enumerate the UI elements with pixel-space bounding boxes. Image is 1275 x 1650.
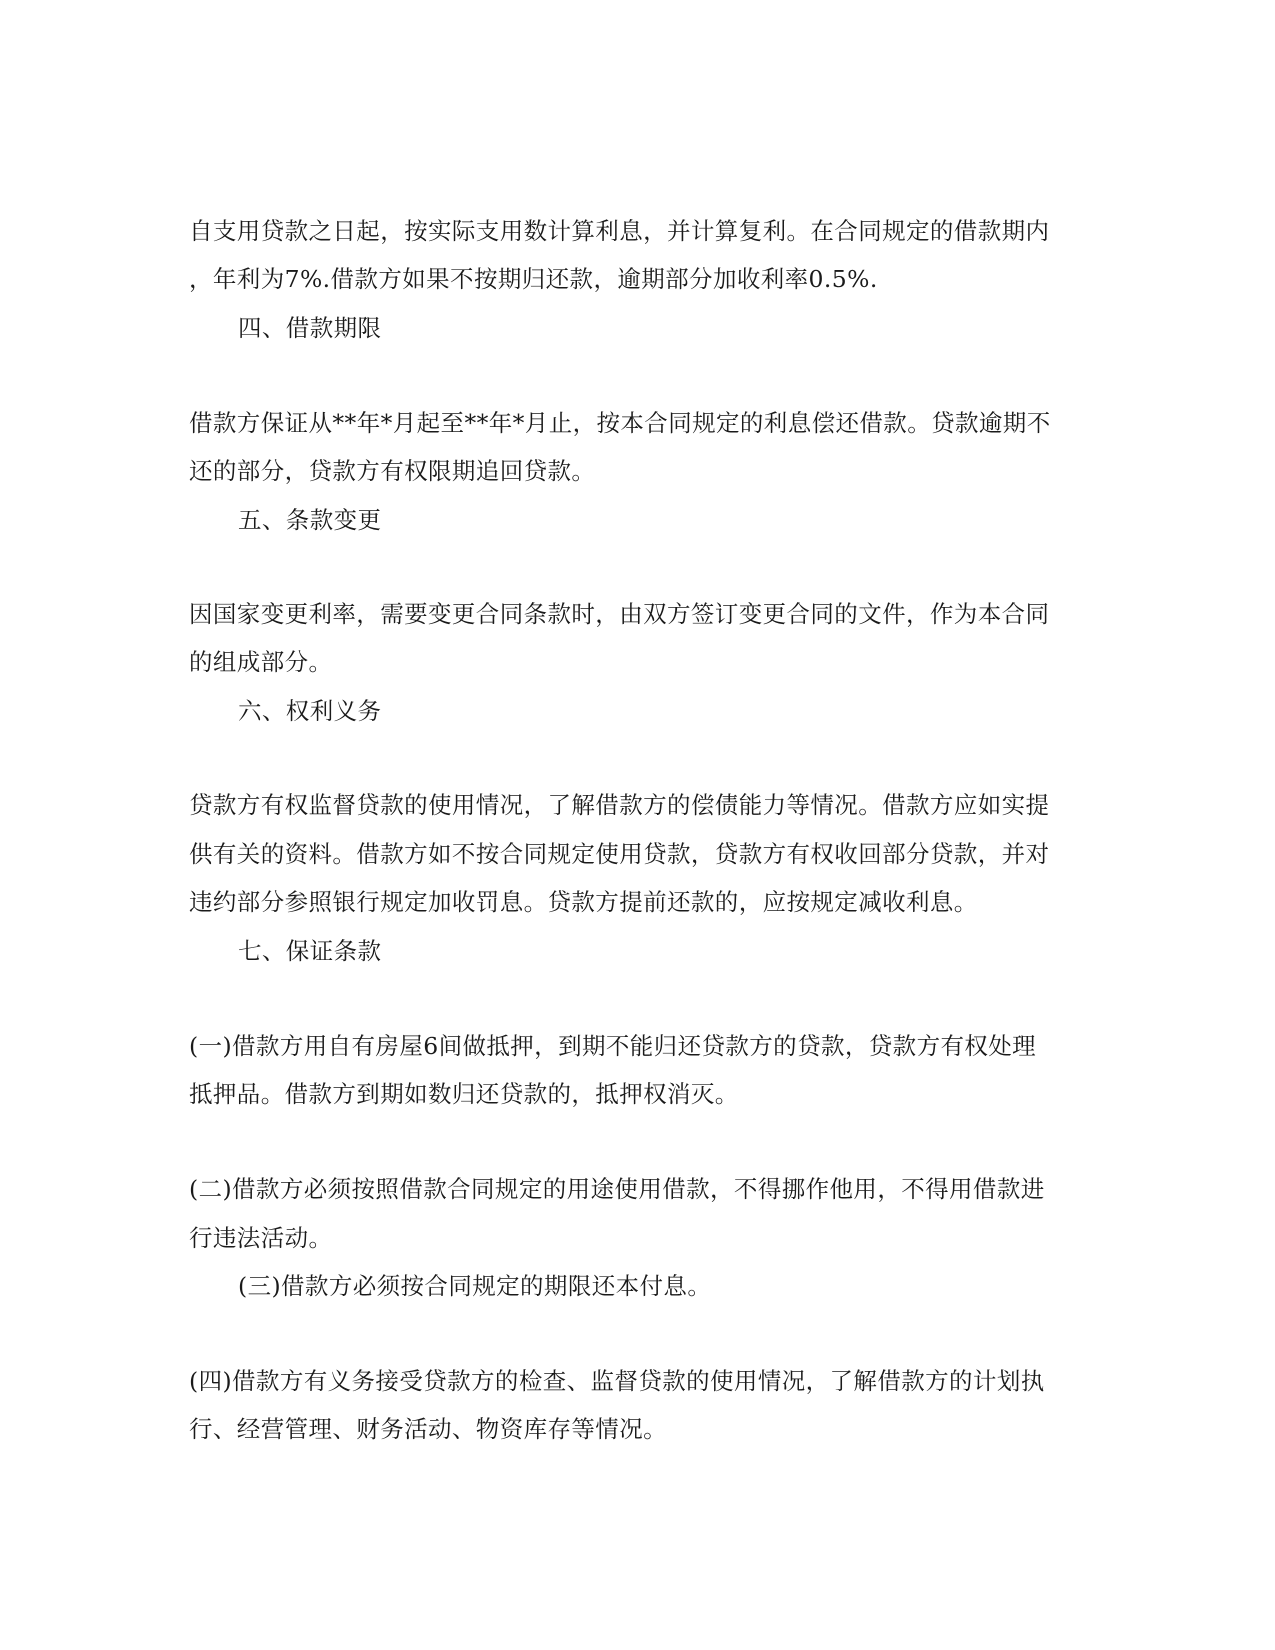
clause-line: 行违法活动。 — [189, 1224, 333, 1252]
body-line: 供有关的资料。借款方如不按合同规定使用贷款，贷款方有权收回部分贷款，并对 — [189, 840, 1050, 868]
body-line: 违约部分参照银行规定加收罚息。贷款方提前还款的，应按规定减收利息。 — [189, 888, 978, 916]
clause-line: 行、经营管理、财务活动、物资库存等情况。 — [189, 1415, 667, 1443]
body-line: 借款方保证从**年*月起至**年*月止，按本合同规定的利息偿还借款。贷款逾期不 — [189, 409, 1051, 437]
section-heading-6: 六、权利义务 — [238, 697, 382, 725]
body-line: 贷款方有权监督贷款的使用情况，了解借款方的偿债能力等情况。借款方应如实提 — [189, 791, 1050, 819]
clause-line: (二)借款方必须按照借款合同规定的用途使用借款，不得挪作他用，不得用借款进 — [189, 1175, 1045, 1203]
body-line: 自支用贷款之日起，按实际支用数计算利息，并计算复利。在合同规定的借款期内 — [189, 217, 1050, 245]
body-line: ，年利为7%.借款方如果不按期归还款，逾期部分加收利率0.5%. — [189, 265, 878, 293]
clause-line: (一)借款方用自有房屋6间做抵押，到期不能归还贷款方的贷款，贷款方有权处理 — [189, 1032, 1037, 1060]
clause-line: (三)借款方必须按合同规定的期限还本付息。 — [238, 1272, 712, 1300]
section-heading-7: 七、保证条款 — [238, 937, 382, 965]
body-line: 的组成部分。 — [189, 648, 333, 676]
section-heading-4: 四、借款期限 — [238, 314, 382, 342]
clause-line: 抵押品。借款方到期如数归还贷款的，抵押权消灭。 — [189, 1080, 739, 1108]
body-line: 还的部分，贷款方有权限期追回贷款。 — [189, 457, 596, 485]
clause-line: (四)借款方有义务接受贷款方的检查、监督贷款的使用情况，了解借款方的计划执 — [189, 1367, 1045, 1395]
body-line: 因国家变更利率，需要变更合同条款时，由双方签订变更合同的文件，作为本合同 — [189, 600, 1050, 628]
section-heading-5: 五、条款变更 — [238, 506, 382, 534]
